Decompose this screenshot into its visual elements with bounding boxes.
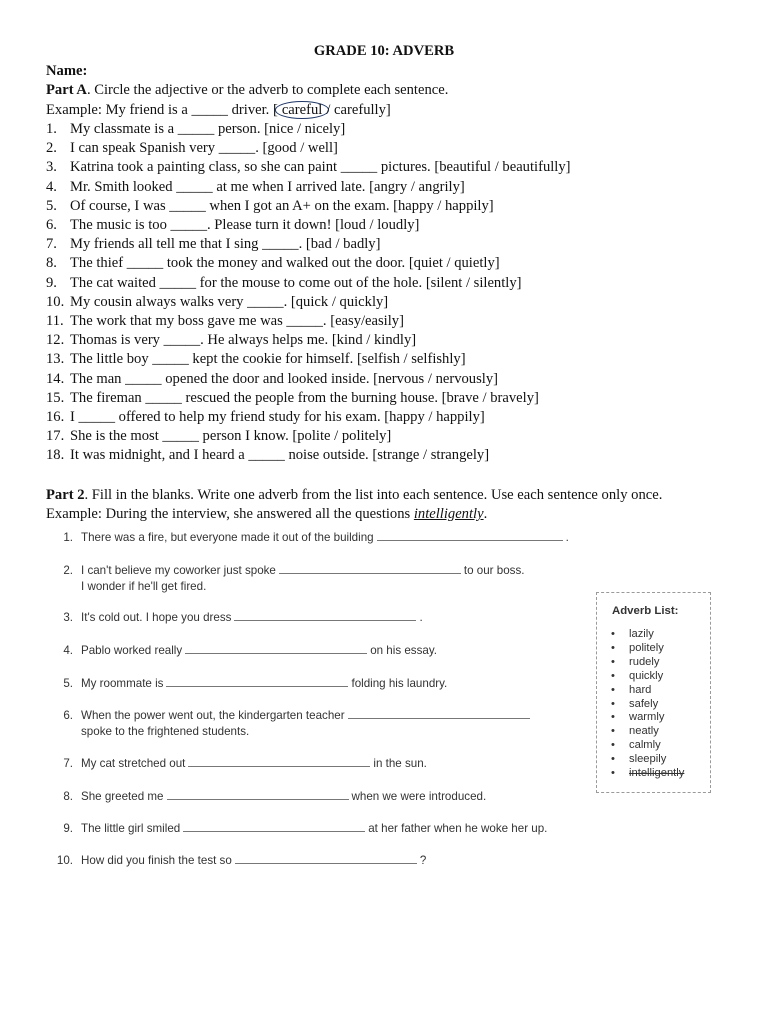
- bullet-icon: •: [611, 739, 615, 752]
- item-text: The cat waited _____ for the mouse to come out of the hole. [silent / silently]: [70, 274, 522, 291]
- bullet-icon: •: [611, 753, 615, 766]
- answer-blank[interactable]: [348, 707, 530, 719]
- item-text-after: .: [565, 531, 569, 544]
- part-a-item: [46, 178, 465, 196]
- part-2-item: [51, 642, 437, 659]
- bullet-icon: •: [611, 767, 615, 780]
- adverb-list-box: [596, 592, 711, 793]
- item-text: I can speak Spanish very _____. [good / well]: [70, 140, 338, 157]
- page-title: GRADE 10: ADVERB: [313, 43, 455, 59]
- item-number: 7.: [46, 236, 57, 253]
- part-2-example: [46, 505, 487, 523]
- answer-blank[interactable]: [185, 642, 367, 654]
- item-number: 12.: [46, 332, 65, 349]
- adverb-word: neatly: [629, 725, 659, 738]
- part-2-label: Part 2: [46, 487, 85, 503]
- item-text: Mr. Smith looked _____ at me when I arrived late. [angry / angrily]: [70, 178, 465, 195]
- item-number: 16.: [46, 409, 65, 425]
- part-2-item: [51, 529, 569, 546]
- part-2-example-suffix: .: [483, 506, 488, 522]
- adverb-list-heading: Adverb List:: [612, 605, 679, 617]
- part-2-example-answer: intelligently: [413, 506, 484, 522]
- item-text-before: The little girl smiled: [81, 822, 181, 835]
- item-text: She is the most _____ person I know. [polite / politely]: [70, 428, 392, 445]
- item-text-after: .: [419, 611, 423, 624]
- bullet-icon: •: [611, 683, 615, 696]
- part-2-item: [51, 820, 547, 837]
- part-2-item: [51, 852, 426, 869]
- adverb-word: hard: [629, 683, 652, 696]
- part-a-item: [46, 350, 466, 368]
- item-text: The music is too _____. Please turn it down! [loud / loudly]: [70, 217, 420, 233]
- part-a-item: [46, 293, 388, 311]
- bullet-icon: •: [611, 628, 615, 640]
- adverb-list-item: [611, 711, 684, 725]
- answer-blank[interactable]: [167, 788, 349, 800]
- part-a-item: [46, 139, 338, 157]
- part-a-item: [46, 254, 500, 272]
- circled-answer: careful: [275, 101, 330, 119]
- part-a-label: Part A: [46, 82, 87, 98]
- item-number: 8.: [63, 790, 73, 803]
- item-text: The little boy _____ kept the cookie for himself. [selfish / selfishly]: [70, 351, 466, 368]
- item-text: It was midnight, and I heard a _____ noise outside. [strange / strangely]: [70, 447, 490, 464]
- adverb-list-item: [611, 698, 684, 712]
- part-a-item: [46, 120, 345, 138]
- item-text: The fireman _____ rescued the people from the burning house. [brave / bravely]: [70, 389, 539, 406]
- answer-blank[interactable]: [183, 820, 365, 832]
- item-number: 5.: [63, 677, 73, 690]
- item-text: I _____ offered to help my friend study for his exam. [happy / happily]: [70, 409, 485, 425]
- adverb-word: politely: [629, 641, 664, 654]
- item-text-after: when we were introduced.: [351, 790, 487, 803]
- answer-blank[interactable]: [377, 529, 563, 541]
- item-number: 6.: [63, 709, 73, 722]
- item-text: My friends all tell me that I sing _____. [bad / badly]: [70, 236, 381, 253]
- adverb-word: quickly: [629, 669, 664, 682]
- adverb-word: lazily: [629, 628, 654, 640]
- part-a-item: [46, 389, 539, 407]
- bullet-icon: •: [611, 641, 615, 654]
- bullet-icon: •: [611, 711, 615, 724]
- item-text-before: There was a fire, but everyone made it out of the building: [81, 531, 374, 544]
- adverb-word: warmly: [629, 711, 665, 724]
- adverb-list-item: [611, 753, 684, 767]
- item-number: 11.: [46, 313, 64, 329]
- item-number: 17.: [46, 428, 65, 445]
- part-2-item: [51, 755, 427, 772]
- item-text-before: It's cold out. I hope you dress: [81, 611, 232, 624]
- item-text-before: She greeted me: [81, 790, 164, 803]
- bullet-icon: •: [611, 697, 615, 710]
- part-a-item: [46, 370, 498, 388]
- item-number: 6.: [46, 217, 57, 233]
- item-number: 18.: [46, 447, 65, 464]
- adverb-word: calmly: [629, 739, 661, 752]
- part-2-instruction: [46, 486, 662, 504]
- item-text-after: on his essay.: [370, 644, 437, 657]
- answer-blank[interactable]: [235, 852, 417, 864]
- part-2-item: [51, 707, 533, 740]
- part-2-example-prefix: Example: During the interview, she answered all the questions: [46, 506, 414, 522]
- item-text-before: My cat stretched out: [81, 757, 186, 770]
- item-text-before: My roommate is: [81, 677, 164, 690]
- item-number: 15.: [46, 389, 65, 406]
- item-text-after: ?: [419, 854, 427, 867]
- answer-blank[interactable]: [279, 562, 461, 574]
- item-text-after: at her father when he woke her up.: [368, 822, 548, 835]
- bullet-icon: •: [611, 655, 615, 668]
- adverb-word: sleepily: [629, 753, 667, 766]
- item-text: Katrina took a painting class, so she can paint _____ pictures. [beautiful / beautifully]: [70, 159, 571, 176]
- adverb-list-item: [611, 684, 684, 698]
- adverb-list-item: [611, 642, 684, 656]
- adverb-word: intelligently: [629, 767, 685, 780]
- part-a-example: [46, 101, 391, 119]
- part-2-instruction-text: . Fill in the blanks. Write one adverb from the list into each sentence. Use each sentence only once.: [84, 487, 663, 503]
- item-text-after: in the sun.: [373, 757, 427, 770]
- item-text-continued: I wonder if he'll get fired.: [81, 580, 207, 593]
- item-text: My cousin always walks very _____. [quick / quickly]: [70, 293, 389, 310]
- item-text-before: When the power went out, the kindergarten teacher: [81, 709, 345, 722]
- item-number: 3.: [46, 159, 57, 176]
- example-text: Example: My friend is a _____ driver. [: [46, 102, 278, 118]
- part-2-item: [51, 562, 524, 595]
- part-a-item: [46, 158, 571, 176]
- item-text-before: I can't believe my coworker just spoke: [81, 564, 276, 577]
- adverb-list-item: [611, 725, 684, 739]
- item-number: 3.: [63, 611, 73, 624]
- part-2-item: [51, 675, 447, 692]
- part-a-item: [46, 197, 494, 215]
- item-number: 9.: [46, 274, 57, 291]
- bullet-icon: •: [611, 725, 615, 738]
- adverb-list-item: [611, 739, 684, 753]
- part-a-item: [46, 274, 521, 292]
- adverb-list-item: [611, 670, 684, 684]
- example-after: / carefully]: [326, 102, 391, 118]
- name-label: Name:: [46, 63, 88, 79]
- answer-blank[interactable]: [234, 609, 416, 621]
- item-number: 4.: [46, 178, 57, 195]
- item-text: Thomas is very _____. He always helps me. [kind / kindly]: [70, 332, 417, 349]
- item-text-before: Pablo worked really: [81, 644, 183, 657]
- adverb-word: safely: [629, 697, 659, 710]
- part-a-instruction: [46, 81, 448, 99]
- adverb-list: [611, 628, 684, 781]
- part-a-item: [46, 427, 391, 445]
- item-text: The man _____ opened the door and looked inside. [nervous / nervously]: [70, 370, 498, 387]
- item-text: The thief _____ took the money and walked out the door. [quiet / quietly]: [70, 255, 500, 272]
- item-number: 2.: [63, 564, 73, 577]
- part-a-item: [46, 235, 380, 253]
- bullet-icon: •: [611, 669, 615, 682]
- item-text-after: folding his laundry.: [351, 677, 448, 690]
- part-2-item: [51, 609, 423, 626]
- item-number: 5.: [46, 197, 57, 214]
- part-2-item: [51, 788, 486, 805]
- item-number: 7.: [63, 757, 73, 770]
- item-number: 4.: [63, 644, 73, 657]
- item-text: My classmate is a _____ person. [nice / nicely]: [70, 121, 346, 137]
- part-a-item: [46, 446, 489, 464]
- item-number: 1.: [46, 121, 57, 137]
- part-a-item: [46, 216, 419, 234]
- adverb-list-item: [611, 767, 684, 781]
- item-text: Of course, I was _____ when I got an A+ on the exam. [happy / happily]: [70, 197, 494, 214]
- item-number: 9.: [63, 822, 73, 835]
- item-number: 13.: [46, 351, 65, 368]
- item-number: 8.: [46, 255, 57, 272]
- item-number: 10.: [46, 293, 65, 310]
- part-a-item: [46, 408, 485, 426]
- adverb-list-item: [611, 656, 684, 670]
- part-a-item: [46, 312, 404, 330]
- answer-blank[interactable]: [188, 755, 370, 767]
- adverb-list-item: [611, 628, 684, 642]
- item-number: 10.: [56, 854, 73, 867]
- part-a-item: [46, 331, 416, 349]
- item-text-before: How did you finish the test so: [81, 854, 232, 867]
- item-number: 1.: [63, 531, 73, 544]
- part-a-instruction-text: . Circle the adjective or the adverb to complete each sentence.: [86, 82, 449, 98]
- item-number: 14.: [46, 370, 65, 387]
- adverb-word: rudely: [629, 655, 660, 668]
- item-number: 2.: [46, 140, 57, 157]
- item-text: The work that my boss gave me was _____. [easy/easily]: [70, 313, 404, 329]
- item-text-after: to our boss.: [463, 564, 525, 577]
- answer-blank[interactable]: [166, 675, 348, 687]
- item-text-continued: spoke to the frightened students.: [81, 725, 250, 738]
